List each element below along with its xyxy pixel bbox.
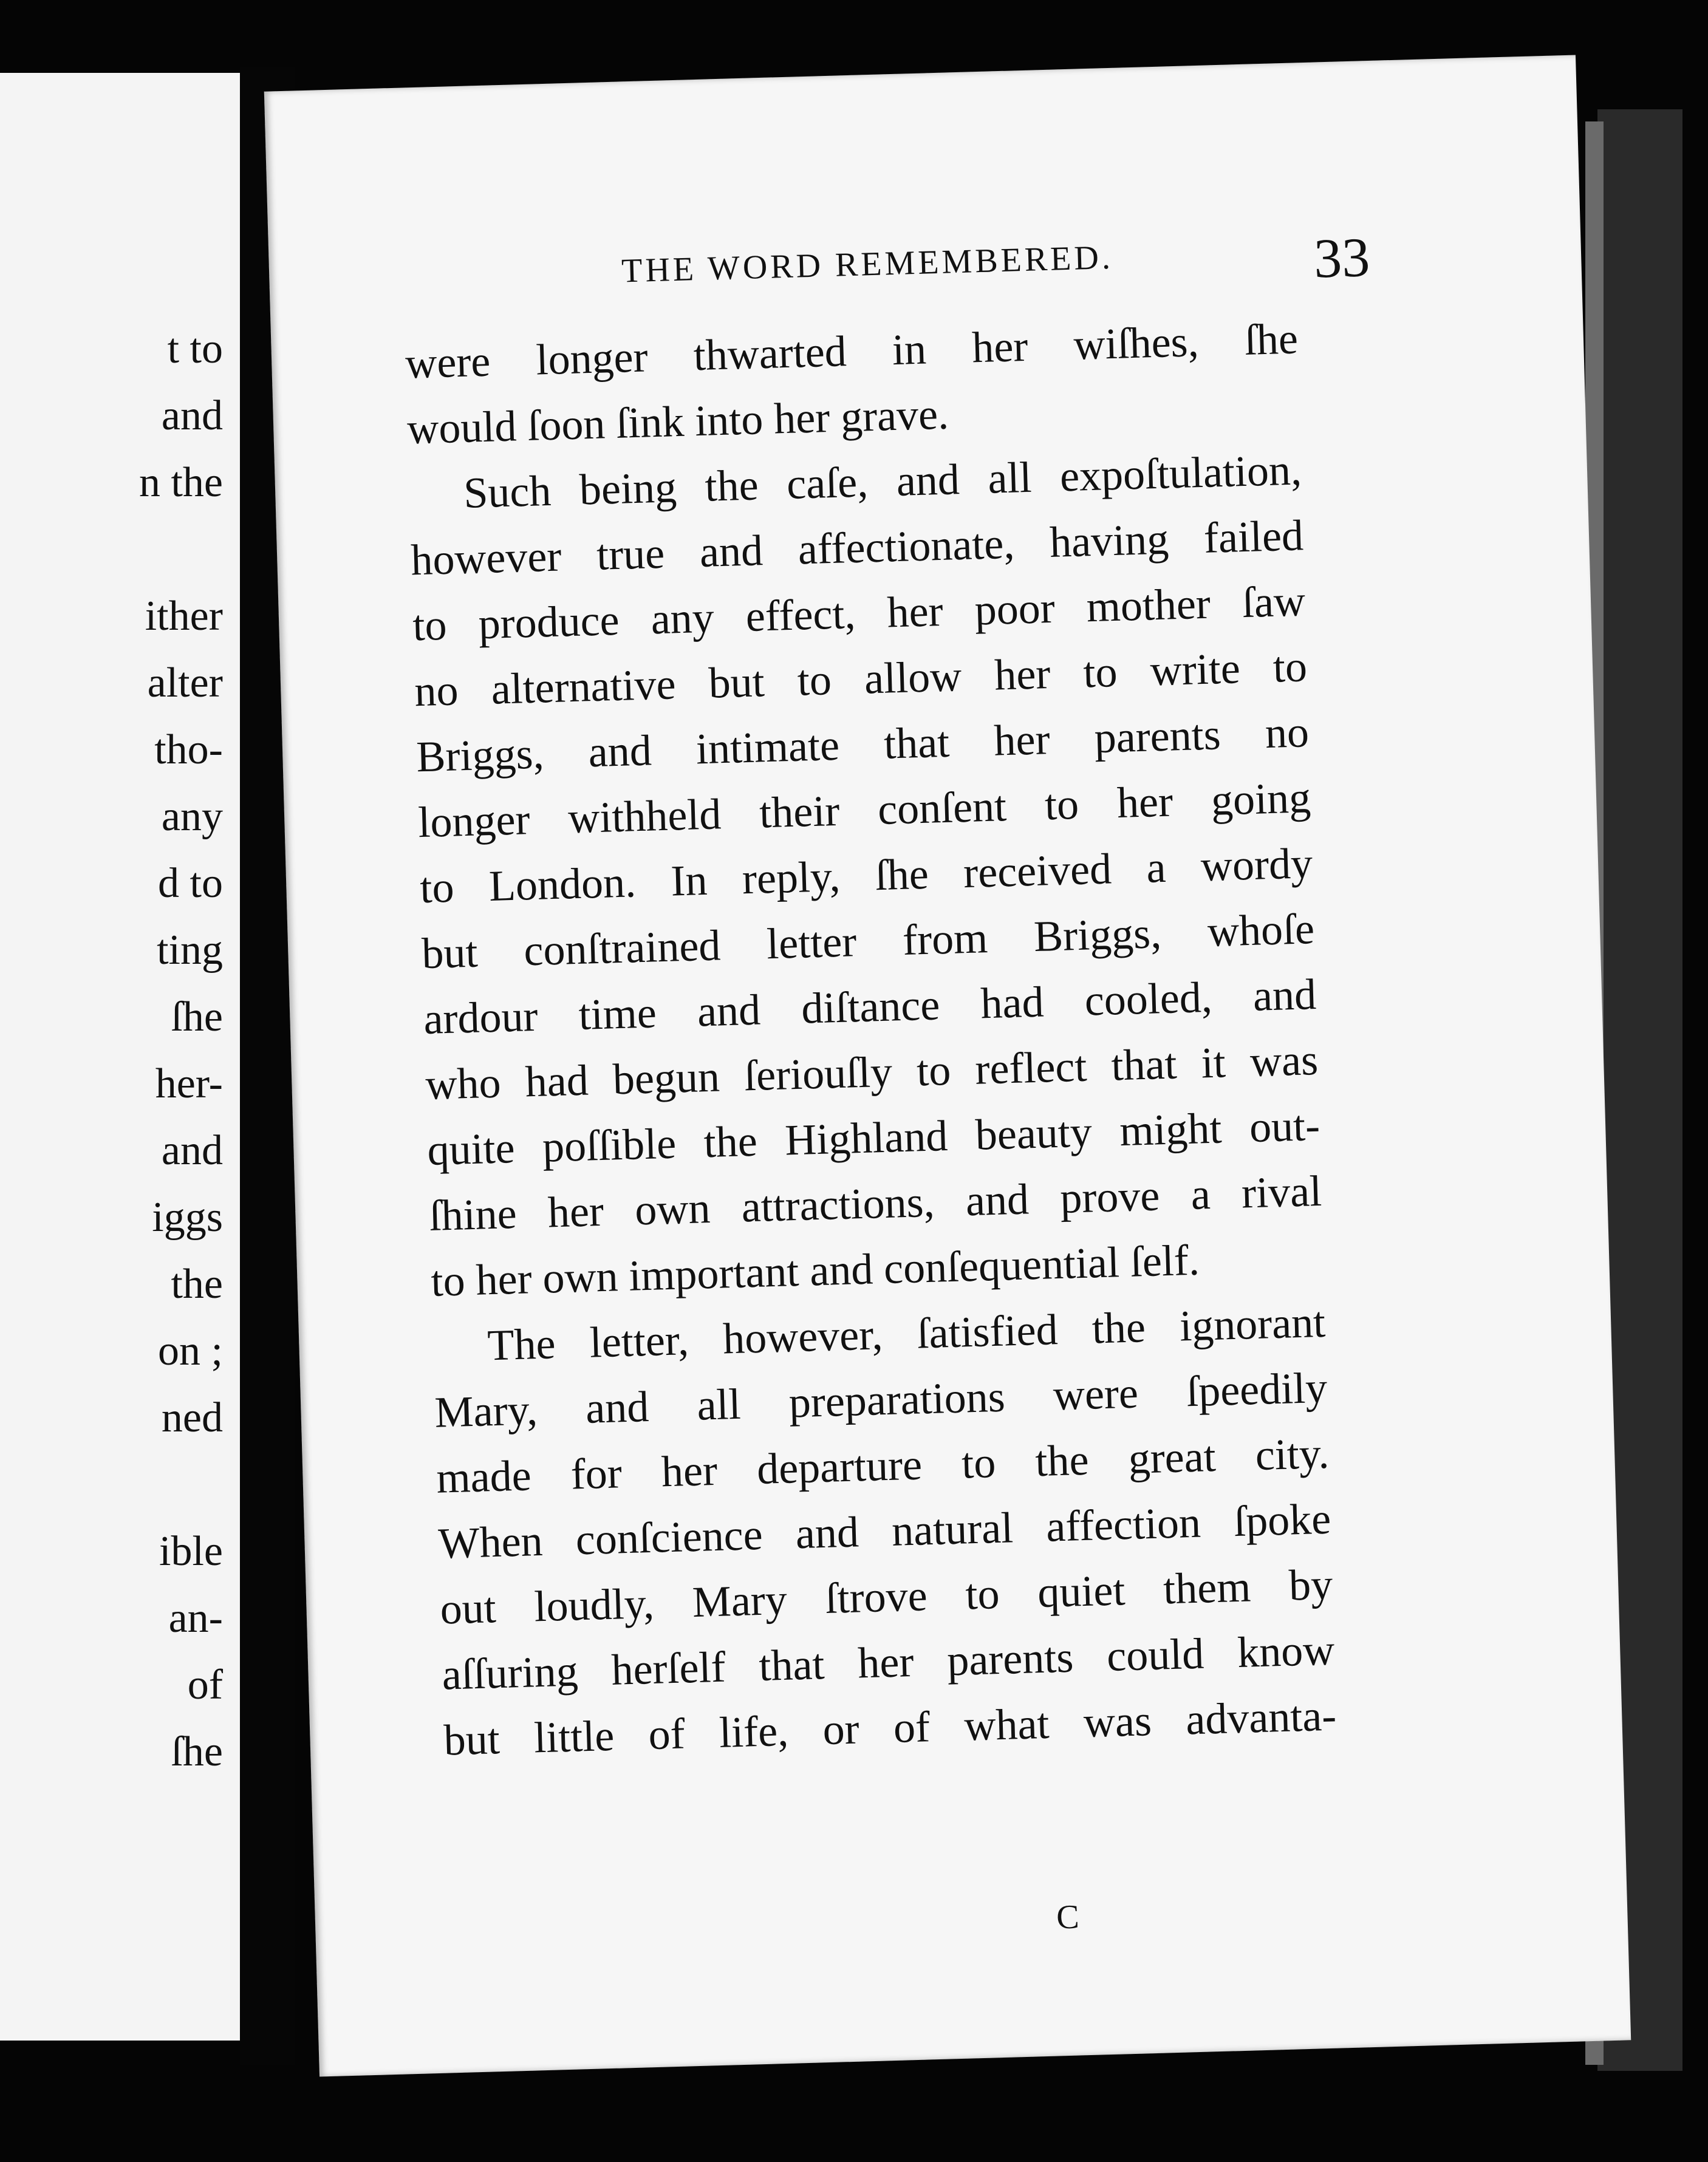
previous-page-line: on ; <box>158 1328 223 1374</box>
text-line: ardour time and diſtance had cooled, and <box>423 970 1317 1044</box>
previous-page-line: tho- <box>154 726 223 773</box>
previous-page-line: n the <box>138 459 223 506</box>
previous-page-line: ting <box>157 927 223 974</box>
text-line: out loudly, Mary ſtrove to quiet them by <box>439 1560 1334 1634</box>
text-line: however true and affectionate, having failed <box>410 511 1304 585</box>
text-line: would ſoon ſink into her grave. <box>406 389 949 454</box>
text-line: to produce any effect, her poor mother ſaw <box>412 576 1306 650</box>
previous-page-line: the <box>171 1261 223 1308</box>
text-line: made for her departure to the great city. <box>436 1428 1330 1502</box>
text-line: Briggs, and intimate that her parents no <box>415 708 1310 782</box>
text-line: longer withheld their conſent to her going <box>417 773 1312 847</box>
previous-page-line: any <box>161 793 223 840</box>
text-line: The letter, however, ſatisfied the ignorant <box>487 1297 1327 1370</box>
text-line: no alternative but to allow her to write to <box>414 642 1308 716</box>
text-line: Mary, and all preparations were ſpeedily <box>434 1363 1328 1437</box>
previous-page-line: and <box>161 1127 223 1174</box>
previous-page-line: alter <box>147 660 223 706</box>
book-page <box>264 55 1631 2076</box>
previous-page-line: t to <box>167 326 223 372</box>
text-line: to London. In reply, ſhe received a wordy <box>419 839 1314 913</box>
text-line: ſhine her own attractions, and prove a rival <box>428 1166 1323 1240</box>
previous-page-line: and <box>161 392 223 439</box>
previous-page-line: d to <box>158 860 223 907</box>
previous-page-line: ſhe <box>171 1728 223 1775</box>
previous-page-line: ned <box>161 1394 223 1441</box>
previous-page-line: ſhe <box>171 994 223 1040</box>
previous-page <box>0 73 242 2041</box>
text-line: to her own important and conſequential ſelf. <box>430 1235 1200 1306</box>
previous-page-line: iggs <box>152 1194 223 1241</box>
text-line: who had begun ſeriouſly to reflect that it was <box>425 1035 1319 1109</box>
text-line: When conſcience and natural affection ſpoke <box>437 1494 1332 1568</box>
text-line: but little of life, or of what was advanta- <box>443 1691 1337 1765</box>
previous-page-line: of <box>187 1662 223 1708</box>
previous-page-line: ible <box>159 1528 223 1575</box>
body-text <box>405 305 1337 1773</box>
text-line: Such being the caſe, and all expoſtulation, <box>463 445 1302 517</box>
page-number: 33 <box>1313 226 1371 290</box>
text-line: quite poſſible the Highland beauty might out- <box>426 1100 1321 1175</box>
signature-mark: C <box>1056 1898 1080 1937</box>
text-line: aſſuring herſelf that her parents could know <box>441 1625 1336 1699</box>
text-line: but conſtrained letter from Briggs, whoſe <box>421 904 1316 978</box>
previous-page-line: her- <box>155 1060 223 1107</box>
text-line: were longer thwarted in her wiſhes, ſhe <box>405 314 1299 388</box>
running-head: THE WORD REMEMBERED. <box>621 238 1114 290</box>
previous-page-line: ither <box>145 593 223 639</box>
previous-page-line: an- <box>168 1595 223 1642</box>
